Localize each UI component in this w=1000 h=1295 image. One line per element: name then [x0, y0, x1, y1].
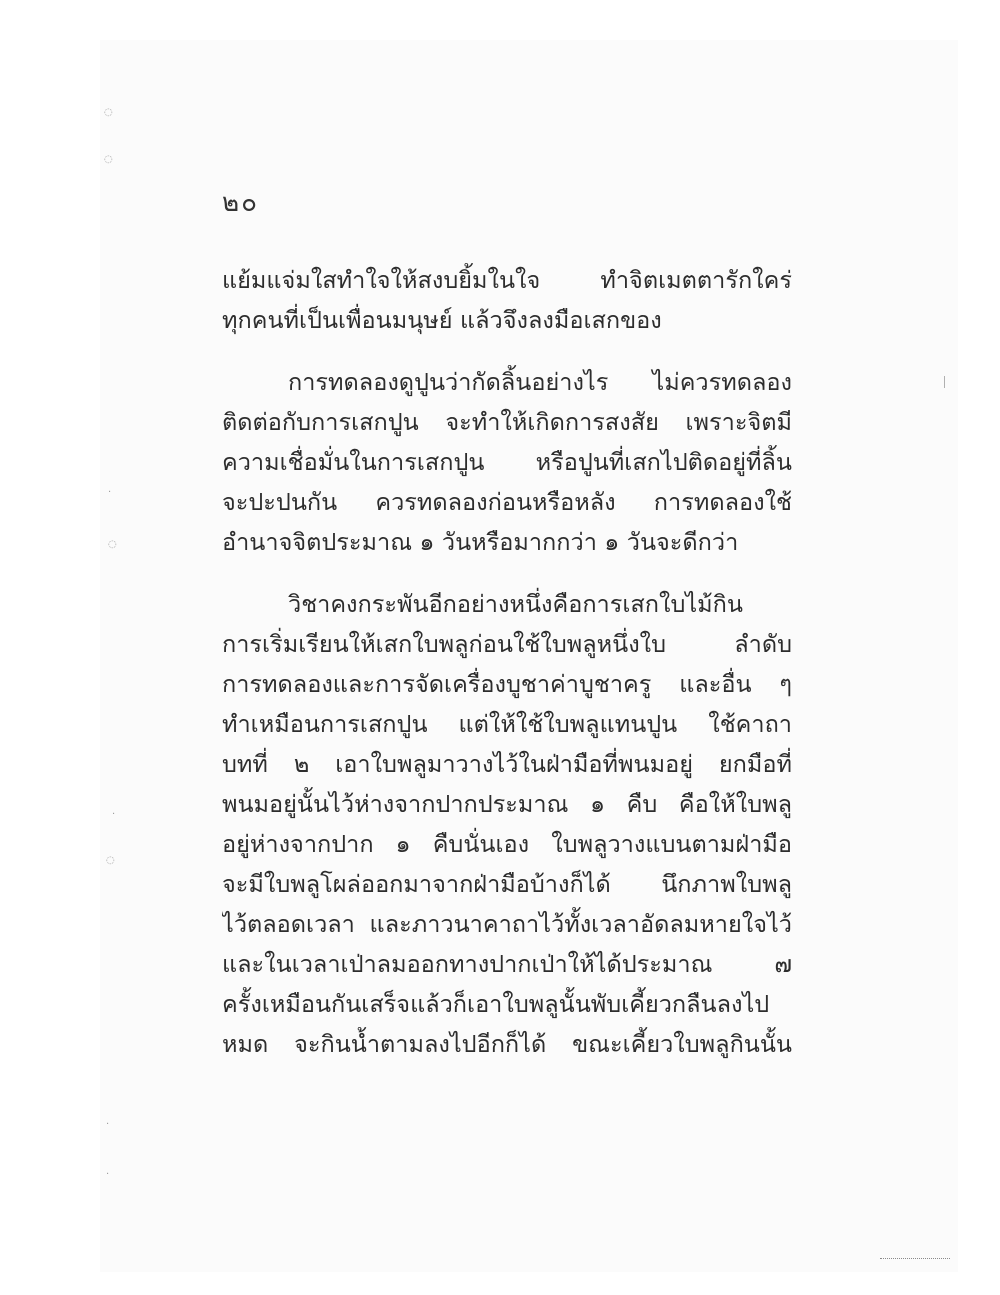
binding-hole-mark: ◌ — [104, 107, 113, 118]
text-line: ความเชื่อมั่นในการเสกปูน หรือปูนที่เสกไปติดอยู่ที่ลิ้น — [222, 448, 792, 476]
text-line: ทำเหมือนการเสกปูน แต่ให้ใช้ใบพลูแทนปูน ใช้คาถา — [222, 710, 792, 738]
text-line: ติดต่อกับการเสกปูน จะทำให้เกิดการสงสัย เพราะจิตมี — [222, 408, 792, 436]
text-line: ไว้ตลอดเวลา และภาวนาคาถาไว้ทั้งเวลาอัดลมหายใจไว้ — [222, 910, 792, 938]
text-line: วิชาคงกระพันอีกอย่างหนึ่งคือการเสกใบไม้กิน — [288, 590, 743, 618]
text-line: การทดลองและการจัดเครื่องบูชาค่าบูชาครู และอื่น ๆ — [222, 670, 792, 698]
binding-hole-mark: · — [106, 1119, 110, 1130]
binding-hole-mark: ◌ — [108, 539, 117, 550]
text-line: บทที่ ๒ เอาใบพลูมาวางไว้ในฝ่ามือที่พนมอยู่ ยกมือที่ — [222, 750, 792, 778]
text-line: อยู่ห่างจากปาก ๑ คืบนั่นเอง ใบพลูวางแบนตามฝ่ามือ — [222, 830, 792, 858]
body-text — [222, 260, 792, 1064]
text-line: แย้มแจ่มใสทำใจให้สงบยิ้มในใจ ทำจิตเมตตารักใคร่ — [222, 266, 792, 294]
paragraph-gap — [222, 562, 792, 584]
text-line: และในเวลาเป่าลมออกทางปากเป่าให้ได้ประมาณ ๗ — [222, 950, 792, 978]
margin-tick — [944, 376, 945, 388]
binding-hole-mark: · — [106, 1169, 110, 1180]
paragraph-gap — [222, 340, 792, 362]
binding-hole-mark: ◌ — [104, 154, 113, 165]
binding-hole-mark: · — [112, 809, 116, 820]
text-line: การเริ่มเรียนให้เสกใบพลูก่อนใช้ใบพลูหนึ่งใบ ลำดับ — [222, 630, 792, 658]
text-line: พนมอยู่นั้นไว้ห่างจากปากประมาณ ๑ คืบ คือให้ใบพลู — [222, 790, 792, 818]
binding-hole-mark: · — [108, 487, 112, 498]
page-number: ๒๐ — [222, 188, 260, 218]
text-line: ครั้งเหมือนกันเสร็จแล้วก็เอาใบพลูนั้นพับเคี้ยวกลืนลงไป — [222, 990, 770, 1018]
text-line: อำนาจจิตประมาณ ๑ วันหรือมากกว่า ๑ วันจะดีกว่า — [222, 528, 739, 556]
text-line: หมด จะกินน้ำตามลงไปอีกก็ได้ ขณะเคี้ยวใบพลูกินนั้น — [222, 1030, 792, 1058]
text-line: จะมีใบพลูโผล่ออกมาจากฝ่ามือบ้างก็ได้ นึกภาพใบพลู — [222, 870, 792, 898]
text-line: การทดลองดูปูนว่ากัดลิ้นอย่างไร ไม่ควรทดลอง — [288, 368, 792, 396]
text-line: ทุกคนที่เป็นเพื่อนมนุษย์ แล้วจึงลงมือเสกของ — [222, 306, 662, 334]
scan-noise — [880, 1258, 950, 1262]
text-line: จะปะปนกัน ควรทดลองก่อนหรือหลัง การทดลองใช้ — [222, 488, 792, 516]
binding-hole-mark: ◌ — [106, 855, 115, 866]
